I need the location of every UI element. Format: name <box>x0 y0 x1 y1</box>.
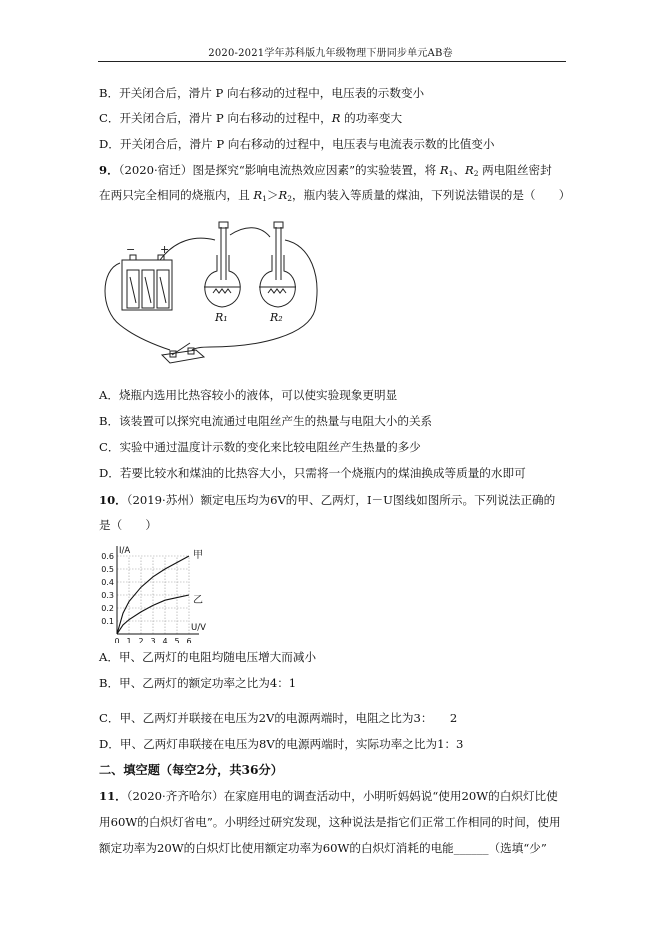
x-tick-label: 4 <box>162 637 168 643</box>
q9-option-a: A．烧瓶内选用比热容较小的液体，可以使实验现象更明显 <box>99 388 398 402</box>
q9-stem-line2: 在两只完全相同的烧瓶内，且 $R_1>R_2$，瓶内装入等质量的煤油，下列说法错误的是（ ） <box>99 188 571 203</box>
q10-option-d: D．甲、乙两灯串联接在电压为8V的电源两端时，实际功率之比为1：3 <box>99 737 464 751</box>
q8-option-b: B．开关闭合后，滑片 P 向右移动的过程中，电压表的示数变小 <box>99 86 425 100</box>
q11-line1: 11．（2020·齐齐哈尔）在家庭用电的调查活动中，小明听妈妈说“使用20W的白炽灯比使 <box>99 789 558 803</box>
q10-option-a: A．甲、乙两灯的电阻均随电压增大而减小 <box>99 650 317 664</box>
battery-pack <box>122 255 172 310</box>
q10-option-c: C．甲、乙两灯并联接在电压为2V的电源两端时，电阻之比为3： 2 <box>99 711 458 725</box>
q9-stem-line1: 9．（2020·宿迁）图是探究“影响电流热效应因素”的实验装置，将 $R_1$、$R_2$ 两电阻丝密封 <box>99 163 552 178</box>
q10-stem-line2: 是（ ） <box>99 518 157 532</box>
x-tick-label: 5 <box>174 637 180 643</box>
battery-minus-label: − <box>126 243 136 256</box>
series-label-yi: 乙 <box>193 595 203 606</box>
x-tick-label: 6 <box>186 637 192 643</box>
q11-line3: 额定功率为20W的白炽灯比使用额定功率为60W的白炽灯消耗的电能______（选填“少” <box>99 841 547 855</box>
x-tick-label: 1 <box>126 637 132 643</box>
y-tick-label: 0.2 <box>101 604 114 613</box>
x-axis-label: U/V <box>191 623 206 633</box>
header-divider <box>98 61 566 62</box>
q8-option-d: D．开关闭合后，滑片 P 向右移动的过程中，电压表与电流表示数的比值变小 <box>99 137 495 151</box>
q8-option-c: C．开关闭合后，滑片 P 向右移动的过程中，R 的功率变大 <box>99 111 403 125</box>
q9-experiment-figure <box>100 215 325 370</box>
battery-plus-label: + <box>160 243 170 256</box>
y-tick-label: 0.5 <box>101 565 114 574</box>
y-tick-label: 0.4 <box>101 578 114 587</box>
iv-chart <box>95 538 225 643</box>
y-tick-label: 0.6 <box>101 552 114 561</box>
figure-label-r1: R₁ <box>215 311 228 324</box>
page-header: 2020-2021学年苏科版九年级物理下册同步单元AB卷 <box>208 48 453 59</box>
figure-label-r2: R₂ <box>270 311 283 324</box>
q9-option-d: D．若要比较水和煤油的比热容大小，只需将一个烧瓶内的煤油换成等质量的水即可 <box>99 466 526 480</box>
q11-line2: 用60W的白炽灯省电”。小明经过研究发现，这种说法是指它们正常工作相同的时间，使用 <box>99 815 561 829</box>
q10-option-b: B．甲、乙两灯的额定功率之比为4：1 <box>99 676 297 690</box>
y-tick-label: 0.3 <box>101 591 114 600</box>
flask-r1 <box>204 222 240 307</box>
x-tick-label: 0 <box>114 637 120 643</box>
x-tick-label: 2 <box>138 637 144 643</box>
q9-option-b: B．该装置可以探究电流通过电阻丝产生的热量与电阻大小的关系 <box>99 414 433 428</box>
wire-between-flasks <box>230 228 270 237</box>
y-tick-label: 0.1 <box>101 617 114 626</box>
flask-r2 <box>259 222 296 307</box>
switch <box>162 343 204 363</box>
series-label-jia: 甲 <box>193 550 203 561</box>
wire-right-loop <box>192 240 317 350</box>
section-heading: 二、填空题（每空2分，共36分） <box>99 763 283 777</box>
q10-stem-line1: 10．（2019·苏州）额定电压均为6V的甲、乙两灯，I－U图线如图所示。下列说法正确的 <box>99 493 556 507</box>
q9-option-c: C．实验中通过温度计示数的变化来比较电阻丝产生热量的多少 <box>99 440 421 454</box>
y-axis-label: I/A <box>119 546 131 556</box>
wire-loop <box>105 263 170 350</box>
x-tick-label: 3 <box>150 637 156 643</box>
